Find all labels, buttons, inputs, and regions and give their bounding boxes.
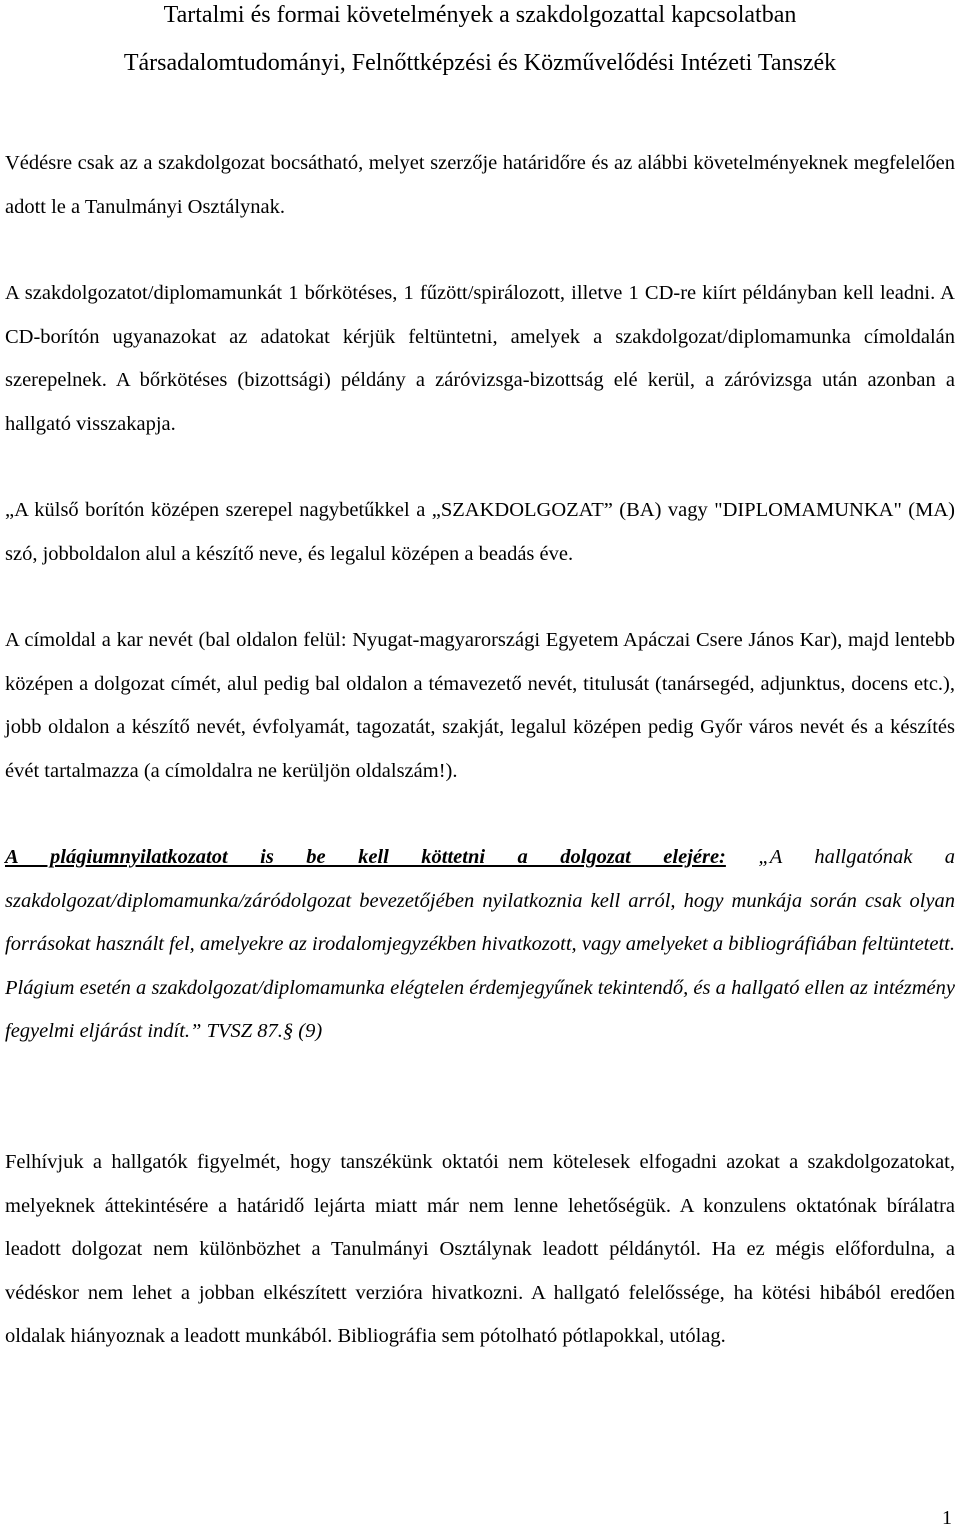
- page-number: 1: [942, 1507, 952, 1529]
- paragraph-submission-rule: Védésre csak az a szakdolgozat bocsátható, melyet szerzője határidőre és az alábbi követelményeknek megfelelően adott le a Tanulmányi Osztálynak.: [5, 152, 955, 218]
- paragraph-copies: A szakdolgozatot/diplomamunkát 1 bőrkötéses, 1 fűzött/spirálozott, illetve 1 CD-re kiírt példányban kell leadni. A CD-borítón ugyanazokat az adatokat kérjük feltüntetni, amelyek a szakdolgozat/diplomamunka címoldalán szerepelnek. A bőrkötéses (bizottsági) példány a záróvizsga-bizottság elé kerül, a záróvizsga után azonban a hallgató visszakapja.: [5, 282, 955, 435]
- plagiarism-heading: A plágiumnyilatkozatot is be kell köttetni a dolgozat elejére:: [5, 846, 726, 868]
- paragraph-plagiarism: [5, 836, 955, 1054]
- document-title: Tartalmi és formai követelmények a szakdolgozattal kapcsolatban: [163, 2, 797, 28]
- paragraph-notice: Felhívjuk a hallgatók figyelmét, hogy tanszékünk oktatói nem kötelesek elfogadni azokat a szakdolgozatokat, melyeknek áttekintésére a határidő lejárta miatt már nem lenne lehetőségük. A konzulens oktatónak bírálatra leadott dolgozat nem különbözhet a Tanulmányi Osztálynak leadott példánytól. Ha ez mégis előfordulna, a védéskor nem lehet a jobban elkészített verzióra hivatkozni. A hallgató felelőssége, ha kötési hibából eredően oldalak hiányoznak a leadott munkából. Bibliográfia sem pótolható pótlapokkal, utólag.: [5, 1151, 955, 1347]
- department-name: Társadalomtudományi, Felnőttképzési és Közművelődési Intézeti Tanszék: [123, 50, 837, 76]
- paragraph-title-page: A címoldal a kar nevét (bal oldalon felül: Nyugat-magyarországi Egyetem Apáczai Csere János Kar), majd lentebb középen a dolgozat címét, alul pedig bal oldalon a témavezető nevét, titulusát (tanársegéd, adjunktus, docens etc.), jobb oldalon a készítő nevét, évfolyamát, tagozatát, szakját, legalul középen pedig Győr város nevét és a készítés évét tartalmazza (a címoldalra ne kerüljön oldalszám!).: [5, 629, 955, 782]
- paragraph-cover: „A külső borítón középen szerepel nagybetűkkel a „SZAKDOLGOZAT” (BA) vagy "DIPLOMAMUNKA" (MA) szó, jobboldalon alul a készítő neve, és legalul középen a beadás éve.: [5, 499, 955, 565]
- plagiarism-statement: „A hallgatónak a szakdolgozat/diplomamunka/záródolgozat bevezetőjében nyilatkoznia kell arról, hogy munkája során csak olyan forrásokat használt fel, amelyekre az irodalomjegyzékben hivatkozott, vagy amelyeket a bibliográfiában feltüntetett. Plágium esetén a szakdolgozat/diplomamunka elégtelen érdemjegyűnek tekintendő, és a hallgató ellen az intézmény fegyelmi eljárást indít.” TVSZ 87.§ (9): [5, 846, 955, 1042]
